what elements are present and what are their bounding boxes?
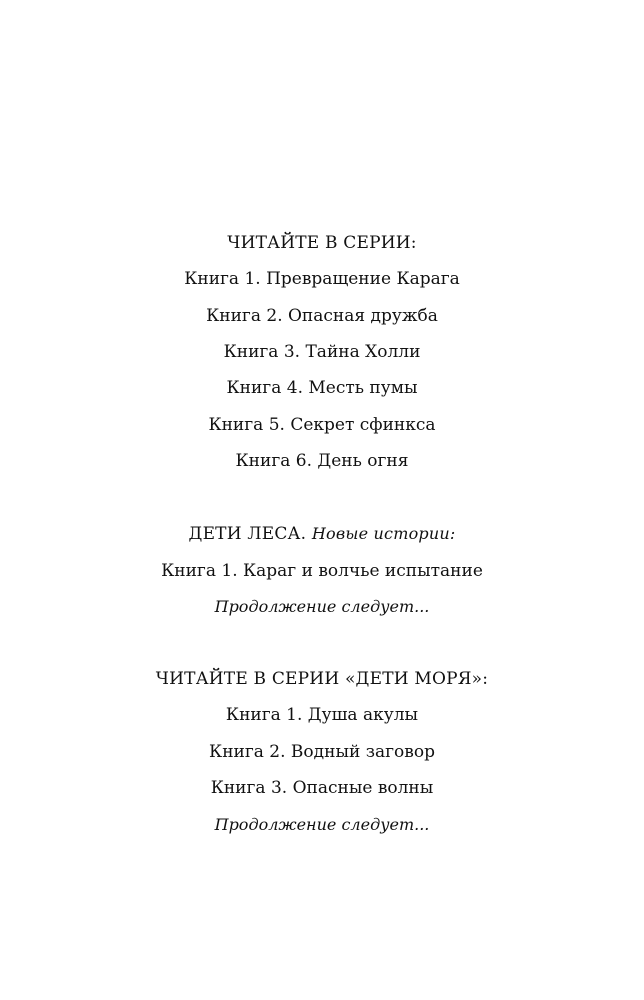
series-heading-1: ЧИТАЙТЕ В СЕРИИ:	[227, 233, 417, 253]
book-title: Книга 1. Караг и волчье испытание	[161, 561, 483, 581]
book-title: Книга 2. Водный заговор	[209, 742, 435, 762]
series-heading-2-italic: Новые истории:	[311, 524, 456, 543]
book-title: Книга 1. Превращение Карага	[184, 269, 460, 289]
book-title: Книга 2. Опасная дружба	[206, 306, 438, 326]
continued-note: Продолжение следует...	[214, 597, 430, 616]
book-title: Книга 3. Тайна Холли	[223, 342, 421, 362]
series-heading-3: ЧИТАЙТЕ В СЕРИИ «ДЕТИ МОРЯ»:	[155, 669, 489, 689]
series-heading-2	[0, 523, 644, 545]
book-title: Книга 4. Месть пумы	[226, 378, 418, 398]
book-title: Книга 6. День огня	[235, 451, 409, 471]
book-title: Книга 3. Опасные волны	[210, 778, 434, 798]
book-title: Книга 5. Секрет сфинкса	[208, 415, 436, 435]
book-title: Книга 1. Душа акулы	[225, 705, 419, 725]
series-heading-2-main: ДЕТИ ЛЕСА.	[188, 524, 307, 544]
continued-note: Продолжение следует...	[214, 815, 430, 834]
